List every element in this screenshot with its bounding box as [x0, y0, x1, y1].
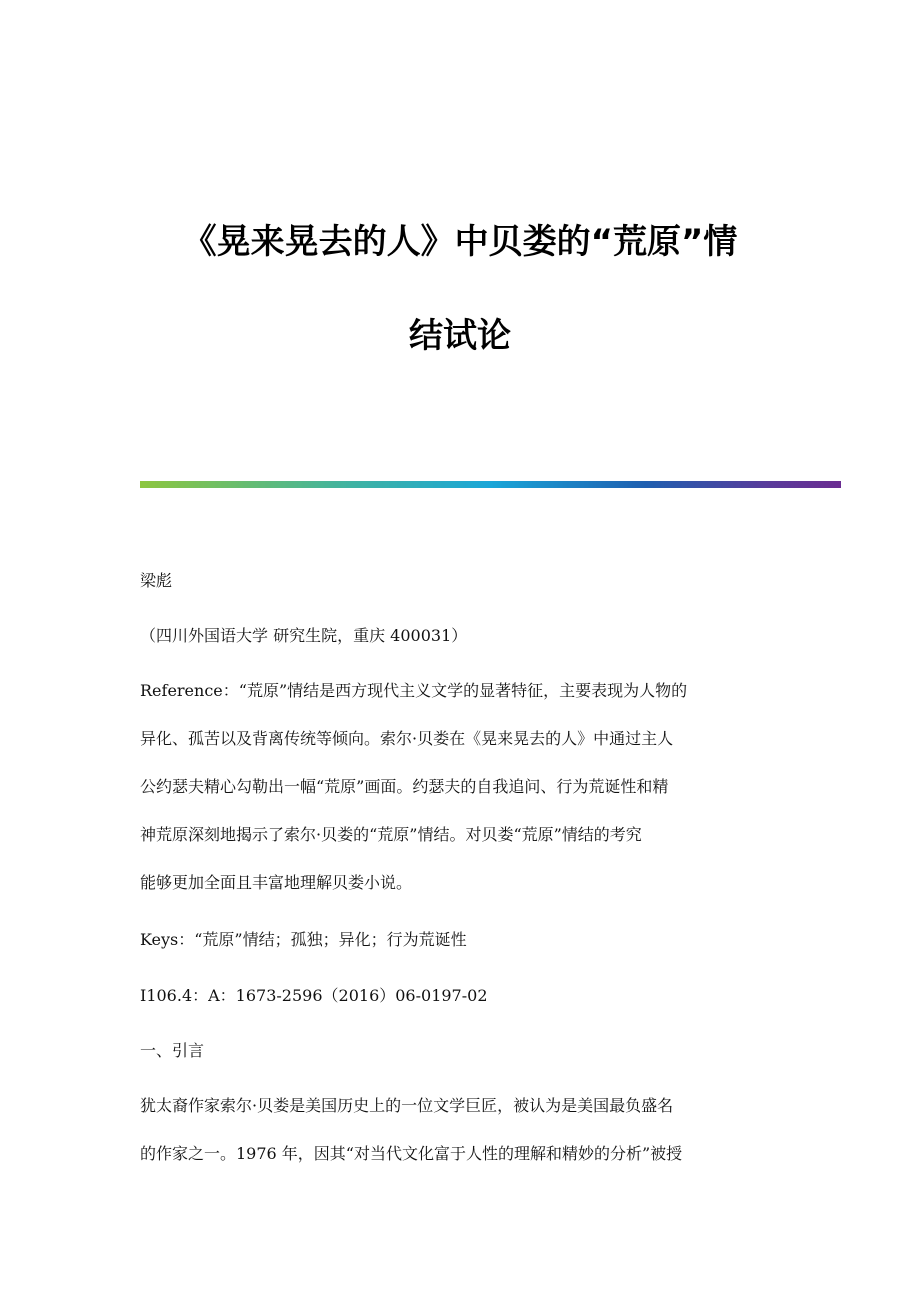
keywords: Keys：“荒原”情结；孤独；异化；行为荒诞性 — [140, 930, 467, 949]
author-name: 梁彪 — [140, 571, 173, 590]
title-line-1: 《晃来晃去的人》中贝娄的“荒原”情 — [182, 222, 738, 262]
abstract-line: 公约瑟夫精心勾勒出一幅“荒原”画面。约瑟夫的自我追问、行为荒诞性和精 — [140, 777, 669, 796]
abstract-line: Reference：“荒原”情结是西方现代主义文学的显著特征，主要表现为人物的 — [140, 681, 688, 700]
title-line-2: 结试论 — [409, 316, 511, 356]
author-affiliation: （四川外国语大学 研究生院，重庆 400031） — [140, 626, 468, 645]
body-line: 的作家之一。1976 年，因其“对当代文化富于人性的理解和精妙的分析”被授 — [140, 1144, 683, 1163]
section-heading: 一、引言 — [140, 1041, 205, 1060]
body-paragraph — [140, 1094, 780, 1190]
abstract-line: 异化、孤苦以及背离传统等倾向。索尔·贝娄在《晃来晃去的人》中通过主人 — [140, 729, 674, 748]
abstract-line: 能够更加全面且丰富地理解贝娄小说。 — [140, 873, 413, 892]
gradient-divider — [140, 481, 841, 488]
abstract-line: 神荒原深刻地揭示了索尔·贝娄的“荒原”情结。对贝娄“荒原”情结的考究 — [140, 825, 642, 844]
classification-code: I106.4：A：1673-2596（2016）06-0197-02 — [140, 986, 488, 1005]
body-line: 犹太裔作家索尔·贝娄是美国历史上的一位文学巨匠，被认为是美国最负盛名 — [140, 1096, 674, 1115]
abstract — [140, 679, 780, 919]
